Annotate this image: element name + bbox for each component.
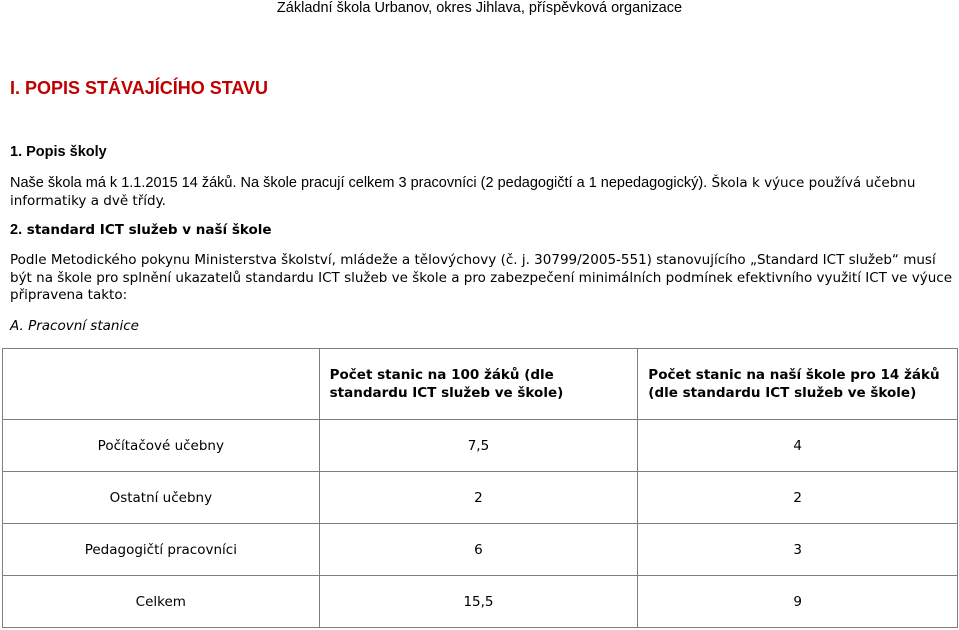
table-header-cell-standard: Počet stanic na 100 žáků (dle standardu ICT služeb ve škole): [319, 349, 638, 420]
subsection-title-ict-standard: [10, 221, 272, 239]
row-school-value: 2: [638, 472, 958, 524]
row-label: Počítačové učebny: [3, 420, 320, 472]
table-row: [3, 524, 958, 576]
row-school-value: 4: [638, 420, 958, 472]
row-label: Celkem: [3, 576, 320, 628]
row-standard-value: 15,5: [319, 576, 638, 628]
school-name: Základní škola Urbanov, okres Jihlava, příspěvková organizace: [276, 0, 683, 16]
table-header-cell-empty: [3, 349, 320, 420]
subsection-title-workstations: A. Pracovní stanice: [10, 318, 139, 334]
workstations-table: [2, 348, 958, 628]
table-header-cell-school: Počet stanic na naší škole pro 14 žáků (dle standardu ICT služeb ve škole): [638, 349, 958, 420]
row-school-value: 3: [638, 524, 958, 576]
school-description-paragraph: [10, 174, 950, 210]
table-header-row: [3, 349, 958, 420]
row-school-value: 9: [638, 576, 958, 628]
section-title: I. POPIS STÁVAJÍCÍHO STAVU: [10, 78, 269, 98]
table-row: [3, 576, 958, 628]
table-row: [3, 420, 958, 472]
row-label: Pedagogičtí pracovníci: [3, 524, 320, 576]
row-standard-value: 7,5: [319, 420, 638, 472]
subsection-title-school-description: 1. Popis školy: [10, 144, 107, 160]
school-description-text-part1: Naše škola má k 1.1.2015 14 žáků. Na škole pracují celkem 3 pracovníci (2 pedagogičtí a 1 nepedagogický).: [10, 175, 708, 191]
row-standard-value: 6: [319, 524, 638, 576]
row-standard-value: 2: [319, 472, 638, 524]
row-label: Ostatní učebny: [3, 472, 320, 524]
page-header: [0, 0, 959, 16]
school-description-text-part2: Škola k výuce používá učebnu informatiky a dvě třídy.: [10, 175, 916, 209]
table-row: [3, 472, 958, 524]
ict-standard-paragraph: Podle Metodického pokynu Ministerstva školství, mládeže a tělovýchovy (č. j. 30799/2005-551) stanovujícího „Standard ICT služeb“ musí být na škole pro splnění ukazatelů standardu ICT služeb ve škole a pro zabezpečení minimálních podmínek efektivního využití ICT ve výuce připravena takto:: [10, 252, 953, 303]
subsection-number: 2.: [10, 222, 23, 238]
subsection-title-text: standard ICT služeb v naší škole: [22, 222, 272, 238]
